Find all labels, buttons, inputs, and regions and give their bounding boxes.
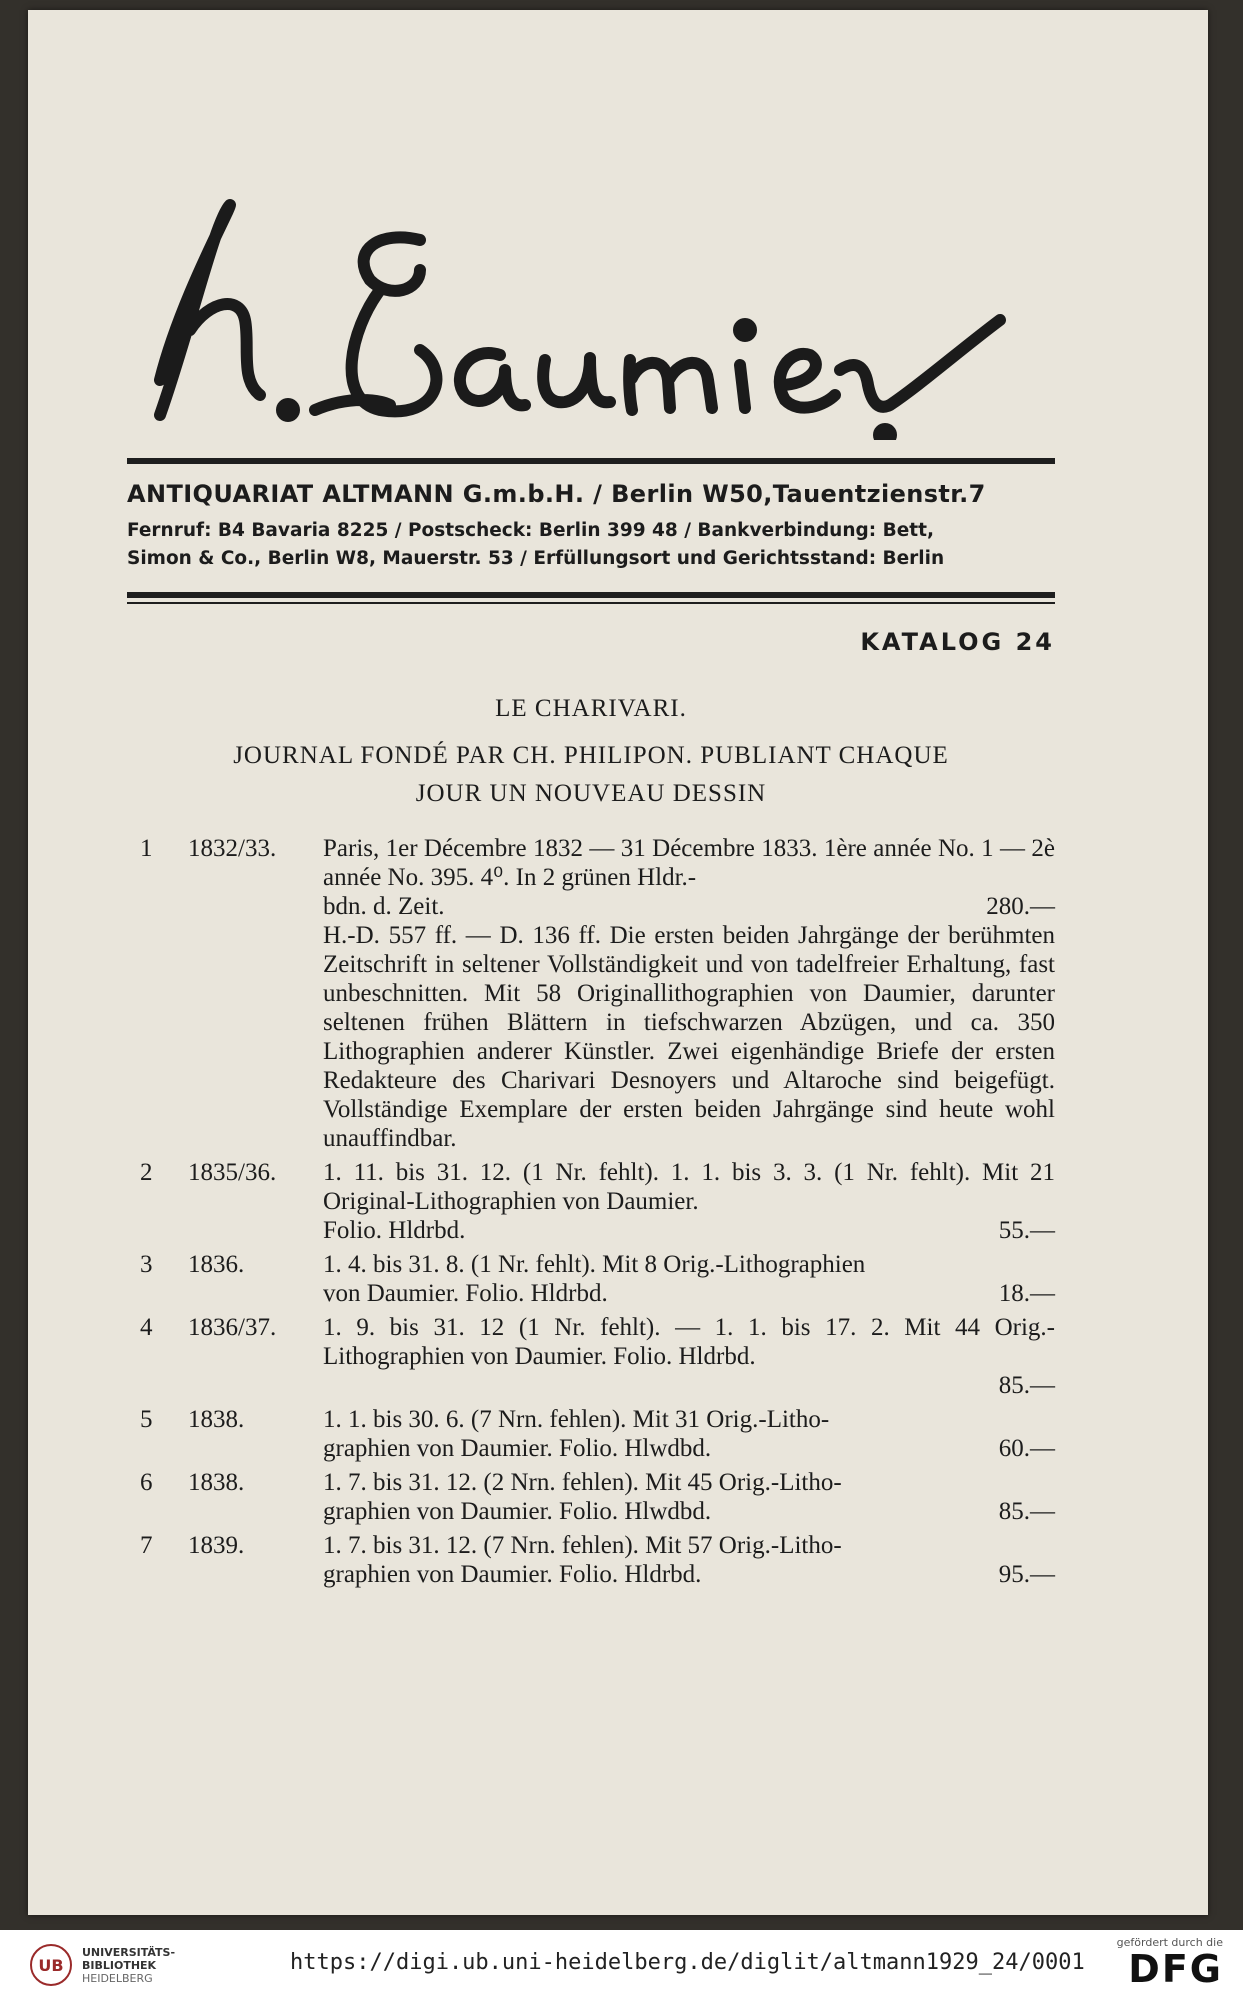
entry-description: 1. 7. bis 31. 12. (2 Nrn. fehlen). Mit 45 Orig.-Litho- (323, 1469, 842, 1496)
dfg-logo: DFG (1128, 1947, 1223, 1991)
entry-price-line (323, 892, 1055, 921)
header-rule-top (127, 458, 1055, 464)
section-subtitle-line2: JOUR UN NOUVEAU DESSIN (415, 780, 767, 807)
entry-price-line (323, 1434, 1055, 1463)
library-name-line3: HEIDELBERG (82, 1971, 153, 1985)
publisher-address-line1: ANTIQUARIAT ALTMANN G.m.b.H. / Berlin W50,Tauentzienstr.7 (127, 480, 986, 508)
entry-body (323, 1405, 1055, 1463)
entry-body (323, 1468, 1055, 1526)
entry-year: 1838. (188, 1406, 245, 1433)
permalink-url[interactable]: https://digi.ub.uni-heidelberg.de/diglit/altmann1929_24/0001 (290, 1950, 1085, 1975)
entry-price: 85.— (998, 1498, 1055, 1525)
section-subtitle-line1: JOURNAL FONDÉ PAR CH. PHILIPON. PUBLIANT CHAQUE (233, 742, 949, 769)
header-rule-bottom (127, 592, 1055, 598)
entry-number: 3 (140, 1251, 153, 1278)
catalog-entry (140, 1250, 1055, 1308)
entry-price: 95.— (998, 1561, 1055, 1588)
entry-price-line (323, 1371, 1055, 1400)
catalog-number: KATALOG 24 (860, 628, 1055, 656)
entry-description: 1. 9. bis 31. 12 (1 Nr. fehlt). — 1. 1. bis 17. 2. Mit 44 Orig.-Lithographien von Daumier. Folio. Hldrbd. (323, 1314, 1055, 1370)
entry-price-line (323, 1560, 1055, 1589)
university-seal-icon: UB (30, 1944, 72, 1986)
catalog-entry (140, 1531, 1055, 1589)
catalog-entry (140, 1468, 1055, 1526)
entry-number: 7 (140, 1532, 153, 1559)
entry-binding: graphien von Daumier. Folio. Hlwdbd. (323, 1435, 712, 1462)
entry-binding: von Daumier. Folio. Hldrbd. (323, 1280, 608, 1307)
entry-price: 60.— (998, 1435, 1055, 1462)
entry-year: 1836. (188, 1251, 245, 1278)
library-name-line1: UNIVERSITÄTS- (82, 1945, 176, 1959)
entry-number: 2 (140, 1159, 153, 1186)
entry-price: 18.— (998, 1280, 1055, 1307)
entry-body (323, 1313, 1055, 1400)
publisher-address-line2: Fernruf: B4 Bavaria 8225 / Postscheck: Berlin 399 48 / Bankverbindung: Bett, (127, 520, 934, 541)
entry-number: 6 (140, 1469, 153, 1496)
entry-price-line (323, 1279, 1055, 1308)
entry-description: 1. 11. bis 31. 12. (1 Nr. fehlt). 1. 1. bis 3. 3. (1 Nr. fehlt). Mit 21 Original-Lithographien von Daumier. (323, 1159, 1055, 1215)
entry-binding: bdn. d. Zeit. (323, 893, 445, 920)
entry-year: 1839. (188, 1532, 245, 1559)
entry-number: 4 (140, 1314, 153, 1341)
catalog-entry (140, 1405, 1055, 1463)
funder-label: gefördert durch die (1116, 1936, 1223, 1949)
header-rule-bottom-thin (127, 602, 1055, 604)
daumier-signature (120, 180, 1080, 440)
entry-number: 5 (140, 1406, 153, 1433)
entry-number: 1 (140, 835, 153, 862)
catalog-entries (140, 834, 1055, 1594)
entry-price: 85.— (998, 1372, 1055, 1399)
entry-description: 1. 4. bis 31. 8. (1 Nr. fehlt). Mit 8 Orig.-Lithographien (323, 1251, 866, 1278)
entry-price-line (323, 1216, 1055, 1245)
publisher-address-line3: Simon & Co., Berlin W8, Mauerstr. 53 / Erfüllungsort und Gerichtsstand: Berlin (127, 548, 945, 569)
section-title: LE CHARIVARI. (495, 695, 687, 722)
entry-binding: Folio. Hldrbd. (323, 1217, 466, 1244)
library-logo[interactable] (30, 1944, 175, 1986)
entry-year: 1835/36. (188, 1159, 277, 1186)
entry-price: 280.— (986, 893, 1055, 920)
entry-price-line (323, 1497, 1055, 1526)
entry-description: 1. 7. bis 31. 12. (7 Nrn. fehlen). Mit 57 Orig.-Litho- (323, 1532, 842, 1559)
entry-price: 55.— (998, 1217, 1055, 1244)
entry-body (323, 1158, 1055, 1245)
entry-binding: graphien von Daumier. Folio. Hlwdbd. (323, 1498, 712, 1525)
entry-notes: H.-D. 557 ff. — D. 136 ff. Die ersten beiden Jahrgänge der berühmten Zeitschrift in seltener Vollständigkeit und von tadelfreier Erhaltung, fast unbeschnitten. Mit 58 Originallithographien von Daumier, darunter seltenen frühen Blättern in tiefschwarzen Abzügen, und ca. 350 Lithographien anderer Künstler. Zwei eigenhändige Briefe der ersten Redakteure des Charivari Desnoyers und Altaroche sind beigefügt. Vollständige Exemplare der ersten beiden Jahrgänge sind heute wohl unauffindbar. (323, 922, 1055, 1152)
viewer-footer (0, 1930, 1243, 1999)
library-name (82, 1946, 175, 1985)
funder-credit[interactable] (1117, 1936, 1223, 1989)
catalog-entry (140, 834, 1055, 1153)
entry-year: 1838. (188, 1469, 245, 1496)
entry-body (323, 1250, 1055, 1308)
entry-year: 1836/37. (188, 1314, 277, 1341)
catalog-entry (140, 1313, 1055, 1400)
entry-description: 1. 1. bis 30. 6. (7 Nrn. fehlen). Mit 31 Orig.-Litho- (323, 1406, 830, 1433)
entry-year: 1832/33. (188, 835, 277, 862)
catalog-entry (140, 1158, 1055, 1245)
entry-body (323, 834, 1055, 1153)
library-name-line2: BIBLIOTHEK (82, 1958, 157, 1972)
entry-body (323, 1531, 1055, 1589)
entry-description: Paris, 1er Décembre 1832 — 31 Décembre 1833. 1ère année No. 1 — 2è année No. 395. 4⁰. In 2 grünen Hldr.- (323, 835, 1055, 891)
entry-binding: graphien von Daumier. Folio. Hldrbd. (323, 1561, 702, 1588)
